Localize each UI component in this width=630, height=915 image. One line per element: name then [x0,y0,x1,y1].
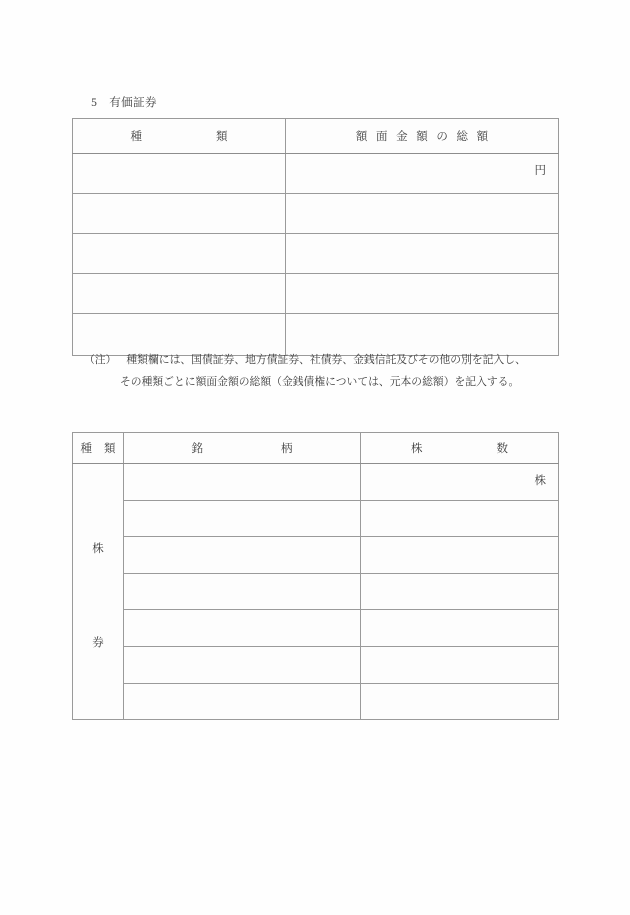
securities-table [72,118,559,356]
cell-share-count[interactable] [361,500,559,537]
note-marker: （注） [84,354,117,366]
table-row [73,646,559,683]
note-line-1-text: 種類欄には、国債証券、地方債証券、社債券、金銭信託及びその他の別を記入し、 [126,354,526,366]
cell-share-count[interactable] [361,610,559,647]
cell-issue-name[interactable] [124,500,361,537]
table-row [73,683,559,720]
cell-kind[interactable] [73,234,286,274]
column-header-kind-char2: 類 [104,443,116,455]
cell-issue-name[interactable] [124,646,361,683]
table-row [73,464,559,501]
cell-issue-name[interactable] [124,464,361,501]
cell-issue-name[interactable] [124,610,361,647]
unit-yen-label: 円 [534,165,546,177]
cell-face-amount[interactable] [286,194,559,234]
table-header-row [73,119,559,154]
cell-share-count[interactable] [361,646,559,683]
cell-kind[interactable] [73,274,286,314]
column-header-kind [73,433,124,464]
note-block [84,349,564,393]
cell-issue-name[interactable] [124,573,361,610]
cell-kind[interactable] [73,194,286,234]
cell-face-amount[interactable] [286,154,559,194]
table-row [73,274,559,314]
column-header-kind-char1: 種 [130,131,142,143]
table-row [73,537,559,574]
note-line-2-text: その種類ごとに額面金額の総額（金銭債権については、元本の総額）を記入する。 [120,376,520,388]
table-row [73,610,559,647]
column-header-issue-name-char2: 柄 [281,443,293,455]
column-header-share-count-char1: 株 [411,443,423,455]
cell-face-amount[interactable] [286,274,559,314]
column-header-kind-char1: 種 [80,443,92,455]
column-header-face-amount-text: 額面金額の総額 [355,131,497,143]
note-line-1 [84,349,564,371]
cell-kind[interactable] [73,154,286,194]
unit-share-label: 株 [534,475,546,487]
shares-table [72,432,559,720]
column-header-issue-name [124,433,361,464]
kind-char-1: 株 [92,543,104,555]
cell-kind-share-certificate [73,464,124,720]
column-header-share-count [361,433,559,464]
table-header-row [73,433,559,464]
column-header-issue-name-char1: 銘 [191,443,203,455]
section-title-text: 有価証券 [109,97,157,109]
note-line-2 [84,371,564,393]
cell-share-count[interactable] [361,464,559,501]
page-title [78,82,157,122]
column-header-kind-char2: 類 [216,131,228,143]
cell-face-amount[interactable] [286,234,559,274]
section-number: 5 [91,97,98,109]
cell-share-count[interactable] [361,537,559,574]
column-header-face-amount [286,119,559,154]
table-row [73,234,559,274]
vertical-kind-label [73,464,123,719]
table-row [73,154,559,194]
column-header-share-count-char2: 数 [496,443,508,455]
table-row [73,194,559,234]
table-row [73,573,559,610]
cell-share-count[interactable] [361,683,559,720]
table-row [73,500,559,537]
kind-char-2: 券 [92,637,104,649]
cell-issue-name[interactable] [124,537,361,574]
column-header-kind [73,119,286,154]
cell-share-count[interactable] [361,573,559,610]
cell-issue-name[interactable] [124,683,361,720]
